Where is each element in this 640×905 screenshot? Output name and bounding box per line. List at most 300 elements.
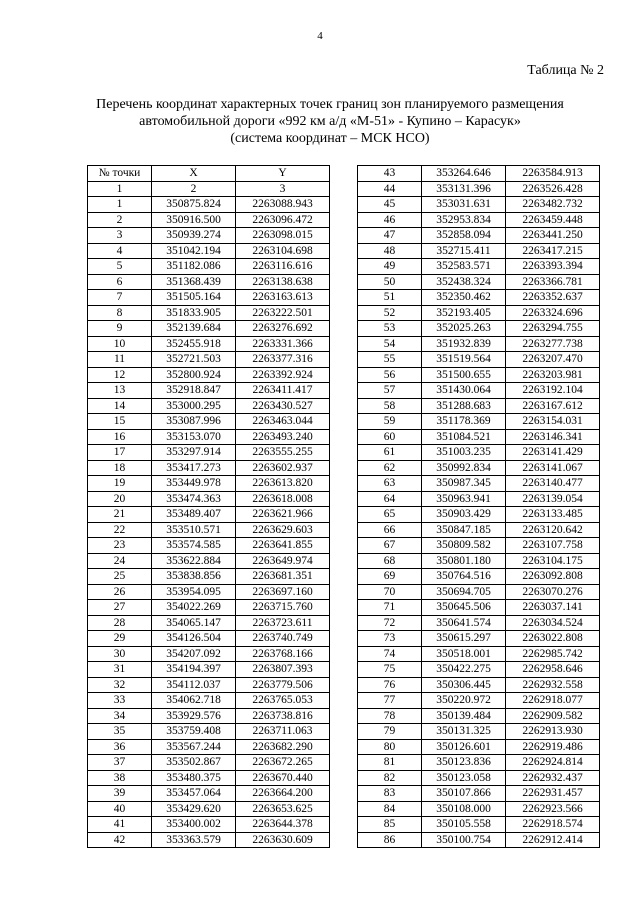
table-row — [358, 693, 600, 709]
table-row — [358, 770, 600, 786]
x-coordinate-cell: 353574.585 — [152, 538, 236, 554]
table-row — [88, 724, 330, 740]
x-coordinate-cell: 350801.180 — [422, 553, 506, 569]
y-coordinate-cell: 2262919.486 — [506, 739, 600, 755]
point-number-cell: 38 — [88, 770, 152, 786]
point-number-cell: 20 — [88, 491, 152, 507]
table-row — [88, 631, 330, 647]
point-number-cell: 77 — [358, 693, 422, 709]
x-coordinate-cell: 350615.297 — [422, 631, 506, 647]
x-coordinate-cell: 352858.094 — [422, 228, 506, 244]
table-row — [358, 383, 600, 399]
x-coordinate-cell: 352139.684 — [152, 321, 236, 337]
y-coordinate-cell: 2263584.913 — [506, 166, 600, 182]
point-number-cell: 65 — [358, 507, 422, 523]
y-coordinate-cell: 2263697.160 — [236, 584, 330, 600]
y-coordinate-cell: 2263441.250 — [506, 228, 600, 244]
y-coordinate-cell: 2263765.053 — [236, 693, 330, 709]
x-coordinate-cell: X — [152, 166, 236, 182]
coordinates-table-left — [87, 165, 330, 848]
x-coordinate-cell: 354207.092 — [152, 646, 236, 662]
x-coordinate-cell: 352953.834 — [422, 212, 506, 228]
x-coordinate-cell: 352350.462 — [422, 290, 506, 306]
x-coordinate-cell: 351003.235 — [422, 445, 506, 461]
y-coordinate-cell: 2263104.175 — [506, 553, 600, 569]
point-number-cell: 57 — [358, 383, 422, 399]
point-number-cell: 51 — [358, 290, 422, 306]
point-number-cell: 41 — [88, 817, 152, 833]
table-row — [88, 817, 330, 833]
point-number-cell: № точки — [88, 166, 152, 182]
x-coordinate-cell: 353087.996 — [152, 414, 236, 430]
table-row — [358, 615, 600, 631]
point-number-cell: 22 — [88, 522, 152, 538]
x-coordinate-cell: 2 — [152, 181, 236, 197]
x-coordinate-cell: 350422.275 — [422, 662, 506, 678]
point-number-cell: 79 — [358, 724, 422, 740]
point-number-cell: 61 — [358, 445, 422, 461]
point-number-cell: 28 — [88, 615, 152, 631]
y-coordinate-cell: 2263459.448 — [506, 212, 600, 228]
y-coordinate-cell: 2263641.855 — [236, 538, 330, 554]
point-number-cell: 18 — [88, 460, 152, 476]
y-coordinate-cell: 2263107.758 — [506, 538, 600, 554]
table-row — [358, 708, 600, 724]
point-number-cell: 75 — [358, 662, 422, 678]
y-coordinate-cell: Y — [236, 166, 330, 182]
y-coordinate-cell: 3 — [236, 181, 330, 197]
table-row — [88, 383, 330, 399]
table-row — [358, 305, 600, 321]
y-coordinate-cell: 2263098.015 — [236, 228, 330, 244]
x-coordinate-cell: 352800.924 — [152, 367, 236, 383]
table-row — [358, 538, 600, 554]
point-number-cell: 32 — [88, 677, 152, 693]
table-row — [358, 491, 600, 507]
table-row — [358, 259, 600, 275]
y-coordinate-cell: 2263393.394 — [506, 259, 600, 275]
x-coordinate-cell: 353954.095 — [152, 584, 236, 600]
y-coordinate-cell: 2263070.276 — [506, 584, 600, 600]
table-row — [88, 584, 330, 600]
x-coordinate-cell: 350645.506 — [422, 600, 506, 616]
y-coordinate-cell: 2263163.613 — [236, 290, 330, 306]
table-row — [358, 476, 600, 492]
x-coordinate-cell: 352193.405 — [422, 305, 506, 321]
table-index-row — [88, 181, 330, 197]
table-row — [88, 677, 330, 693]
x-coordinate-cell: 353502.867 — [152, 755, 236, 771]
table-row — [358, 274, 600, 290]
point-number-cell: 16 — [88, 429, 152, 445]
table-row — [88, 538, 330, 554]
table-row — [358, 228, 600, 244]
table-row — [358, 755, 600, 771]
table-row — [358, 569, 600, 585]
point-number-cell: 47 — [358, 228, 422, 244]
x-coordinate-cell: 350126.601 — [422, 739, 506, 755]
x-coordinate-cell: 350903.429 — [422, 507, 506, 523]
y-coordinate-cell: 2263681.351 — [236, 569, 330, 585]
point-number-cell: 43 — [358, 166, 422, 182]
table-row — [358, 460, 600, 476]
point-number-cell: 26 — [88, 584, 152, 600]
x-coordinate-cell: 351500.655 — [422, 367, 506, 383]
y-coordinate-cell: 2263555.255 — [236, 445, 330, 461]
x-coordinate-cell: 350963.941 — [422, 491, 506, 507]
x-coordinate-cell: 353031.631 — [422, 197, 506, 213]
point-number-cell: 85 — [358, 817, 422, 833]
document-title — [70, 96, 590, 147]
point-number-cell: 58 — [358, 398, 422, 414]
table-row — [358, 414, 600, 430]
y-coordinate-cell: 2263331.366 — [236, 336, 330, 352]
y-coordinate-cell: 2263377.316 — [236, 352, 330, 368]
y-coordinate-cell: 2263411.417 — [236, 383, 330, 399]
point-number-cell: 35 — [88, 724, 152, 740]
point-number-cell: 44 — [358, 181, 422, 197]
point-number-cell: 1 — [88, 181, 152, 197]
x-coordinate-cell: 352918.847 — [152, 383, 236, 399]
point-number-cell: 63 — [358, 476, 422, 492]
y-coordinate-cell: 2263140.477 — [506, 476, 600, 492]
table-row — [88, 305, 330, 321]
point-number-cell: 73 — [358, 631, 422, 647]
point-number-cell: 27 — [88, 600, 152, 616]
point-number-cell: 53 — [358, 321, 422, 337]
y-coordinate-cell: 2263366.781 — [506, 274, 600, 290]
x-coordinate-cell: 350809.582 — [422, 538, 506, 554]
x-coordinate-cell: 351178.369 — [422, 414, 506, 430]
y-coordinate-cell: 2263711.063 — [236, 724, 330, 740]
x-coordinate-cell: 350123.058 — [422, 770, 506, 786]
title-line-2: автомобильной дороги «992 км а/д «М-51» - Купино – Карасук» — [139, 114, 521, 129]
point-number-cell: 81 — [358, 755, 422, 771]
y-coordinate-cell: 2263644.378 — [236, 817, 330, 833]
y-coordinate-cell: 2263192.104 — [506, 383, 600, 399]
point-number-cell: 67 — [358, 538, 422, 554]
point-number-cell: 4 — [88, 243, 152, 259]
table-row — [358, 724, 600, 740]
point-number-cell: 42 — [88, 832, 152, 848]
x-coordinate-cell: 351084.521 — [422, 429, 506, 445]
x-coordinate-cell: 350641.574 — [422, 615, 506, 631]
y-coordinate-cell: 2263649.974 — [236, 553, 330, 569]
x-coordinate-cell: 350694.705 — [422, 584, 506, 600]
point-number-cell: 45 — [358, 197, 422, 213]
point-number-cell: 52 — [358, 305, 422, 321]
table-row — [358, 429, 600, 445]
table-row — [88, 646, 330, 662]
y-coordinate-cell: 2263430.527 — [236, 398, 330, 414]
table-row — [358, 600, 600, 616]
point-number-cell: 59 — [358, 414, 422, 430]
table-row — [88, 770, 330, 786]
y-coordinate-cell: 2262923.566 — [506, 801, 600, 817]
table-row — [358, 507, 600, 523]
point-number-cell: 7 — [88, 290, 152, 306]
point-number-cell: 9 — [88, 321, 152, 337]
point-number-cell: 29 — [88, 631, 152, 647]
x-coordinate-cell: 352025.263 — [422, 321, 506, 337]
table-row — [88, 398, 330, 414]
point-number-cell: 23 — [88, 538, 152, 554]
x-coordinate-cell: 351368.439 — [152, 274, 236, 290]
x-coordinate-cell: 351288.683 — [422, 398, 506, 414]
x-coordinate-cell: 350764.516 — [422, 569, 506, 585]
point-number-cell: 14 — [88, 398, 152, 414]
x-coordinate-cell: 351932.839 — [422, 336, 506, 352]
y-coordinate-cell: 2262912.414 — [506, 832, 600, 848]
y-coordinate-cell: 2263222.501 — [236, 305, 330, 321]
y-coordinate-cell: 2263167.612 — [506, 398, 600, 414]
table-row — [88, 615, 330, 631]
table-row — [358, 553, 600, 569]
table-row — [88, 569, 330, 585]
coordinates-table-right — [357, 165, 600, 848]
x-coordinate-cell: 353153.070 — [152, 429, 236, 445]
table-row — [358, 786, 600, 802]
x-coordinate-cell: 353567.244 — [152, 739, 236, 755]
point-number-cell: 24 — [88, 553, 152, 569]
x-coordinate-cell: 353363.579 — [152, 832, 236, 848]
y-coordinate-cell: 2263022.808 — [506, 631, 600, 647]
y-coordinate-cell: 2262924.814 — [506, 755, 600, 771]
x-coordinate-cell: 350220.972 — [422, 693, 506, 709]
table-row — [358, 739, 600, 755]
point-number-cell: 31 — [88, 662, 152, 678]
table-row — [88, 290, 330, 306]
table-row — [88, 708, 330, 724]
table-row — [88, 507, 330, 523]
y-coordinate-cell: 2263104.698 — [236, 243, 330, 259]
table-row — [88, 786, 330, 802]
y-coordinate-cell: 2263738.816 — [236, 708, 330, 724]
x-coordinate-cell: 350992.834 — [422, 460, 506, 476]
x-coordinate-cell: 350518.001 — [422, 646, 506, 662]
x-coordinate-cell: 353474.363 — [152, 491, 236, 507]
y-coordinate-cell: 2262985.742 — [506, 646, 600, 662]
y-coordinate-cell: 2263618.008 — [236, 491, 330, 507]
x-coordinate-cell: 350123.836 — [422, 755, 506, 771]
x-coordinate-cell: 353000.295 — [152, 398, 236, 414]
table-row — [88, 662, 330, 678]
table-row — [358, 352, 600, 368]
table-row — [358, 336, 600, 352]
y-coordinate-cell: 2263768.166 — [236, 646, 330, 662]
point-number-cell: 15 — [88, 414, 152, 430]
table-row — [88, 755, 330, 771]
point-number-cell: 69 — [358, 569, 422, 585]
x-coordinate-cell: 353417.273 — [152, 460, 236, 476]
x-coordinate-cell: 352438.324 — [422, 274, 506, 290]
table-row — [358, 662, 600, 678]
point-number-cell: 68 — [358, 553, 422, 569]
y-coordinate-cell: 2263672.265 — [236, 755, 330, 771]
point-number-cell: 62 — [358, 460, 422, 476]
point-number-cell: 56 — [358, 367, 422, 383]
table-row — [88, 367, 330, 383]
y-coordinate-cell: 2263154.031 — [506, 414, 600, 430]
table-row — [88, 243, 330, 259]
y-coordinate-cell: 2262932.558 — [506, 677, 600, 693]
y-coordinate-cell: 2263807.393 — [236, 662, 330, 678]
table-row — [358, 398, 600, 414]
point-number-cell: 1 — [88, 197, 152, 213]
y-coordinate-cell: 2263116.616 — [236, 259, 330, 275]
x-coordinate-cell: 350108.000 — [422, 801, 506, 817]
x-coordinate-cell: 353429.620 — [152, 801, 236, 817]
y-coordinate-cell: 2262918.574 — [506, 817, 600, 833]
table-row — [88, 476, 330, 492]
point-number-cell: 78 — [358, 708, 422, 724]
x-coordinate-cell: 350139.484 — [422, 708, 506, 724]
y-coordinate-cell: 2262931.457 — [506, 786, 600, 802]
point-number-cell: 19 — [88, 476, 152, 492]
x-coordinate-cell: 352583.571 — [422, 259, 506, 275]
y-coordinate-cell: 2262958.646 — [506, 662, 600, 678]
table-row — [358, 445, 600, 461]
x-coordinate-cell: 354065.147 — [152, 615, 236, 631]
point-number-cell: 33 — [88, 693, 152, 709]
point-number-cell: 40 — [88, 801, 152, 817]
y-coordinate-cell: 2263723.611 — [236, 615, 330, 631]
table-row — [358, 646, 600, 662]
y-coordinate-cell: 2263324.696 — [506, 305, 600, 321]
x-coordinate-cell: 353929.576 — [152, 708, 236, 724]
y-coordinate-cell: 2263146.341 — [506, 429, 600, 445]
x-coordinate-cell: 353838.856 — [152, 569, 236, 585]
point-number-cell: 55 — [358, 352, 422, 368]
x-coordinate-cell: 353759.408 — [152, 724, 236, 740]
x-coordinate-cell: 351042.194 — [152, 243, 236, 259]
table-row — [88, 553, 330, 569]
x-coordinate-cell: 351182.086 — [152, 259, 236, 275]
table-row — [88, 522, 330, 538]
x-coordinate-cell: 352715.411 — [422, 243, 506, 259]
point-number-cell: 3 — [88, 228, 152, 244]
y-coordinate-cell: 2263352.637 — [506, 290, 600, 306]
y-coordinate-cell: 2263141.429 — [506, 445, 600, 461]
point-number-cell: 37 — [88, 755, 152, 771]
x-coordinate-cell: 350939.274 — [152, 228, 236, 244]
point-number-cell: 80 — [358, 739, 422, 755]
table-row — [88, 352, 330, 368]
x-coordinate-cell: 353449.978 — [152, 476, 236, 492]
x-coordinate-cell: 350131.325 — [422, 724, 506, 740]
y-coordinate-cell: 2263621.966 — [236, 507, 330, 523]
y-coordinate-cell: 2263779.506 — [236, 677, 330, 693]
table-row — [88, 197, 330, 213]
y-coordinate-cell: 2262918.077 — [506, 693, 600, 709]
y-coordinate-cell: 2263120.642 — [506, 522, 600, 538]
table-row — [358, 321, 600, 337]
y-coordinate-cell: 2263203.981 — [506, 367, 600, 383]
table-row — [88, 429, 330, 445]
table-label: Таблица № 2 — [527, 63, 604, 78]
point-number-cell: 82 — [358, 770, 422, 786]
y-coordinate-cell: 2262909.582 — [506, 708, 600, 724]
x-coordinate-cell: 350847.185 — [422, 522, 506, 538]
point-number-cell: 39 — [88, 786, 152, 802]
y-coordinate-cell: 2263096.472 — [236, 212, 330, 228]
point-number-cell: 50 — [358, 274, 422, 290]
point-number-cell: 17 — [88, 445, 152, 461]
x-coordinate-cell: 354194.397 — [152, 662, 236, 678]
x-coordinate-cell: 354022.269 — [152, 600, 236, 616]
y-coordinate-cell: 2263682.290 — [236, 739, 330, 755]
y-coordinate-cell: 2263653.625 — [236, 801, 330, 817]
y-coordinate-cell: 2263138.638 — [236, 274, 330, 290]
point-number-cell: 8 — [88, 305, 152, 321]
x-coordinate-cell: 353400.002 — [152, 817, 236, 833]
x-coordinate-cell: 350306.445 — [422, 677, 506, 693]
y-coordinate-cell: 2263526.428 — [506, 181, 600, 197]
table-row — [358, 801, 600, 817]
x-coordinate-cell: 350105.558 — [422, 817, 506, 833]
x-coordinate-cell: 353297.914 — [152, 445, 236, 461]
x-coordinate-cell: 354112.037 — [152, 677, 236, 693]
point-number-cell: 13 — [88, 383, 152, 399]
point-number-cell: 64 — [358, 491, 422, 507]
table-row — [88, 321, 330, 337]
point-number-cell: 72 — [358, 615, 422, 631]
point-number-cell: 74 — [358, 646, 422, 662]
y-coordinate-cell: 2263277.738 — [506, 336, 600, 352]
table-row — [88, 600, 330, 616]
table-row — [88, 445, 330, 461]
y-coordinate-cell: 2263092.808 — [506, 569, 600, 585]
x-coordinate-cell: 353622.884 — [152, 553, 236, 569]
table-row — [88, 460, 330, 476]
point-number-cell: 12 — [88, 367, 152, 383]
point-number-cell: 66 — [358, 522, 422, 538]
point-number-cell: 25 — [88, 569, 152, 585]
table-row — [358, 631, 600, 647]
x-coordinate-cell: 351833.905 — [152, 305, 236, 321]
point-number-cell: 36 — [88, 739, 152, 755]
point-number-cell: 84 — [358, 801, 422, 817]
y-coordinate-cell: 2263602.937 — [236, 460, 330, 476]
x-coordinate-cell: 353457.064 — [152, 786, 236, 802]
point-number-cell: 6 — [88, 274, 152, 290]
x-coordinate-cell: 351519.564 — [422, 352, 506, 368]
y-coordinate-cell: 2262932.437 — [506, 770, 600, 786]
x-coordinate-cell: 351505.164 — [152, 290, 236, 306]
x-coordinate-cell: 352721.503 — [152, 352, 236, 368]
table-row — [88, 832, 330, 848]
point-number-cell: 21 — [88, 507, 152, 523]
x-coordinate-cell: 353510.571 — [152, 522, 236, 538]
y-coordinate-cell: 2263613.820 — [236, 476, 330, 492]
y-coordinate-cell: 2263715.760 — [236, 600, 330, 616]
y-coordinate-cell: 2263392.924 — [236, 367, 330, 383]
y-coordinate-cell: 2263037.141 — [506, 600, 600, 616]
y-coordinate-cell: 2263417.215 — [506, 243, 600, 259]
y-coordinate-cell: 2263740.749 — [236, 631, 330, 647]
point-number-cell: 2 — [88, 212, 152, 228]
y-coordinate-cell: 2263482.732 — [506, 197, 600, 213]
table-row — [358, 677, 600, 693]
table-row — [358, 522, 600, 538]
table-row — [358, 181, 600, 197]
y-coordinate-cell: 2263088.943 — [236, 197, 330, 213]
x-coordinate-cell: 350875.824 — [152, 197, 236, 213]
title-line-1: Перечень координат характерных точек границ зон планируемого размещения — [96, 97, 564, 112]
point-number-cell: 60 — [358, 429, 422, 445]
table-row — [358, 243, 600, 259]
title-line-3: (система координат – МСК НСО) — [230, 131, 430, 146]
